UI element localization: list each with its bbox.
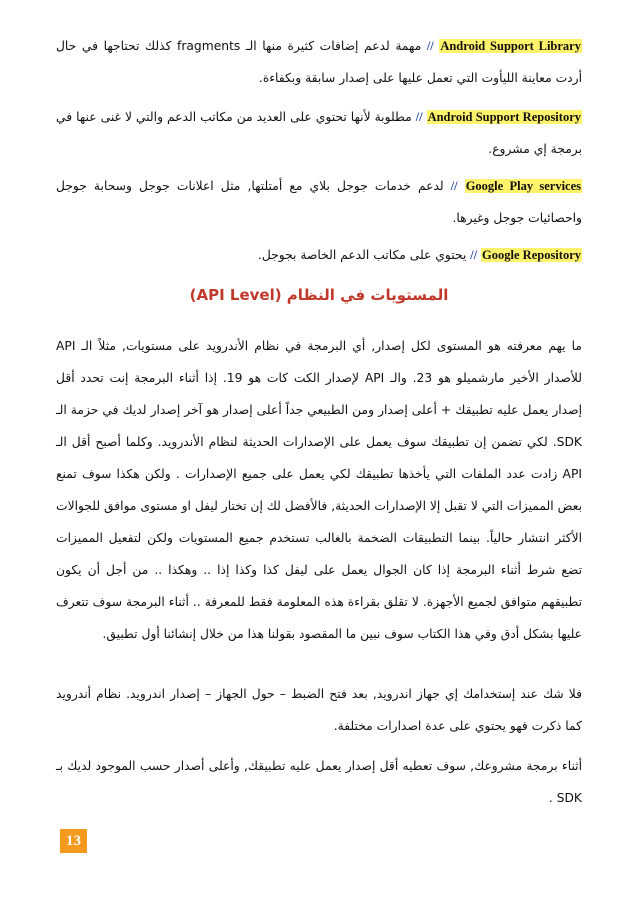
section-heading: المستويات في النظام (API Level) xyxy=(189,286,449,304)
support-library-tag: Android Support Library xyxy=(440,39,581,53)
android-version-text: فلا شك عند إستخدامك إي جهاز اندرويد, بعد فتح الضبط – حول الجهاز – إصدار اندرويد. نظام أندرويد كما ذكرت فهو يحتوي على عدة اصدارات مختلفة. xyxy=(56,687,582,733)
support-library-text: مهمة لدعم إضافات كثيرة منها الـ fragments كذلك تحتاجها في حال أردت معاينة الليأوت التي تعمل عليها على إصدار سابقة وبكفاءة. xyxy=(56,39,582,85)
paragraph-api-levels xyxy=(56,330,582,650)
google-repository-tag: Google Repository xyxy=(482,248,581,262)
paragraph-support-repository xyxy=(56,101,582,165)
comment-slashes: // xyxy=(426,39,434,53)
paragraph-support-library xyxy=(56,30,582,94)
play-services-text: لدعم خدمات جوجل بلاي مع أمتلتها, مثل اعلانات جوجل وسحابة جوجل واحصائيات جوجل وغيرها. xyxy=(56,179,582,225)
paragraph-android-version xyxy=(56,678,582,742)
support-repository-tag: Android Support Repository xyxy=(427,110,581,124)
paragraph-sdk xyxy=(56,750,582,814)
paragraph-play-services xyxy=(56,170,582,234)
comment-slashes: // xyxy=(470,248,478,262)
paragraph-google-repository xyxy=(56,239,582,271)
google-repository-text: يحتوي على مكاتب الدعم الخاصة بجوجل. xyxy=(257,248,467,262)
page-number-badge: 13 xyxy=(60,829,87,853)
sdk-text: أثناء برمجة مشروعك, سوف تعطيه أقل إصدار يعمل عليه تطبيقك, وأعلى أصدار حسب الموجود لديك بـ SDK . xyxy=(56,759,582,805)
support-repository-text: مطلوبة لأنها تحتوي على العديد من مكاتب الدعم والتي لا غنى عنها في برمجة إي مشروع. xyxy=(56,110,582,156)
comment-slashes: // xyxy=(415,110,423,124)
play-services-tag: Google Play services xyxy=(465,179,581,193)
api-levels-text: ما يهم معرفته هو المستوى لكل إصدار, أي البرمجة في نظام الأندرويد على مستويات, مثلاً الـ API للأصدار الأخير مارشميلو هو 23. والـ API لإصدار الكت كات هو 19. إذا أثناء البرمجة إنت تحدد أقل إصدار يعمل عليه تطبيقك + أعلى إصدار ومن الطبيعي جداً أعلى إصدار هو آخر إصدار لديك في حزمة الـ SDK. لكي تضمن إن تطبيقك سوف يعمل على الإصدارات الحديثة لنظام الأندرويد. وكلما أصبح أقل الـ API زادت عدد الملفات التي يأخذها تطبيقك لكي يعمل على جميع الإصدارات . ولكن هكذا سوف تمنع بعض المميزات التي لا تقبل إلا الإصدارات الحديثة, فالأفضل لك إن تختار ليفل او مستوى موافق للجوالات الأكثر انتشار حالياً. بينما التطبيقات الضخمة بالغالب تستخدم جميع المستويات ولكن لتفعيل المميزات تضع شرط أثناء البرمجة إذا كان الجوال يعمل على ليفل كذا وكذا إذا .. وهكذا .. من أجل أن يكون تطبيقهم متوافق لجميع الأجهزة. لا تقلق بقراءة هذه المعلومة فقط للمعرفة .. أثناء البرمجة سوف تتعرف عليها بشكل أدق وفي هذا الكتاب سوف نبين ما المقصود بقولنا هذا من خلال إنشائنا أول تطبيق. xyxy=(56,339,582,641)
comment-slashes: // xyxy=(450,179,458,193)
